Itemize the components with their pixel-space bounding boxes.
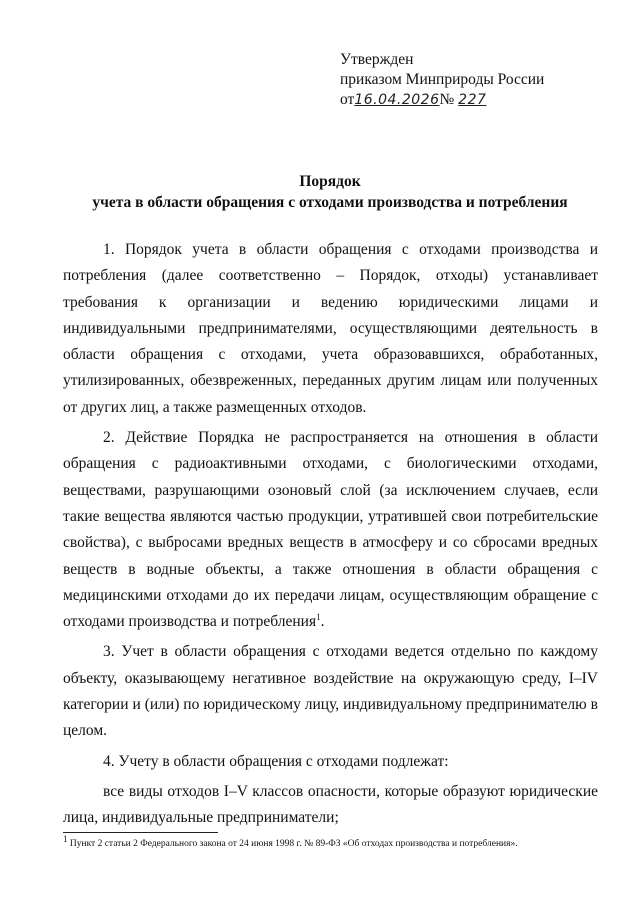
title-line-2: учета в области обращения с отходами производства и потребления	[92, 194, 568, 211]
handwritten-date: 16.04.2026	[354, 92, 440, 108]
footnote-reference: 1	[316, 612, 321, 622]
document-body	[63, 237, 598, 836]
paragraph-5: все виды отходов I–V классов опасности, которые образуют юридические лица, индивидуальные предприниматели;	[63, 782, 598, 827]
approval-line-1: Утвержден	[340, 51, 414, 68]
paragraph-1: 1. Порядок учета в области обращения с отходами производства и потребления (далее соответственно – Порядок, отходы) устанавливает требования к организации и ведению юридическими лицами и индивидуальными предпринимателями, осуществляющими деятельность в области обращения с отходами, учета образовавшихся, обработанных, утилизированных, обезвреженных, переданных другим лицам или полученных от других лиц, а также размещенных отходов.	[63, 241, 598, 416]
approval-stamp	[340, 50, 544, 110]
number-label: №	[439, 91, 455, 108]
paragraph-2: 2. Действие Порядка не распространяется на отношения в области обращения с радиоактивными отходами, с биологическими отходами, веществами, разрушающими озоновый слой (за исключением случаев, если такие вещества являются частью продукции, утратившей свои потребительские свойства), с выбросами вредных веществ в атмосферу и со сбросами вредных веществ в водные объекты, а также отношения в области обращения с медицинскими отходами до их передачи лицам, осуществляющим обращение с отходами производства и потребления$^1$.	[63, 429, 598, 631]
footnote	[63, 833, 603, 850]
paragraph-4: 4. Учету в области обращения с отходами подлежат:	[103, 752, 449, 770]
paragraph-2-text: 2. Действие Порядка не распространяется на отношения в области обращения с радиоактивными отходами, с биологическими отходами, веществами, разрушающими озоновый слой (за исключением случаев, если такие вещества являются частью продукции, утратившей свои потребительские свойства), с выбросами вредных веществ в атмосферу и со сбросами вредных веществ в водные объекты, а также отношения в области обращения с медицинскими отходами до их передачи лицам, осуществляющим обращение с отходами производства и потребления	[63, 429, 598, 631]
footnote-marker: 1	[63, 833, 68, 844]
approval-line-2: приказом Минприроды России	[340, 71, 545, 88]
footnote-text: Пункт 2 статьи 2 Федерального закона от 24 июня 1998 г. № 89-ФЗ «Об отходах производства и потребления».	[67, 839, 518, 849]
from-label: от	[340, 91, 355, 108]
document-title	[60, 171, 600, 213]
footnote-divider	[63, 832, 218, 833]
approval-line-3	[340, 90, 544, 110]
paragraph-3: 3. Учет в области обращения с отходами ведется отдельно по каждому объекту, оказывающему негативное воздействие на окружающую среду, I–IV категории и (или) по юридическому лицу, индивидуальному предпринимателю в целом.	[63, 643, 598, 740]
handwritten-number: 227	[458, 92, 487, 108]
title-line-1: Порядок	[299, 173, 361, 190]
